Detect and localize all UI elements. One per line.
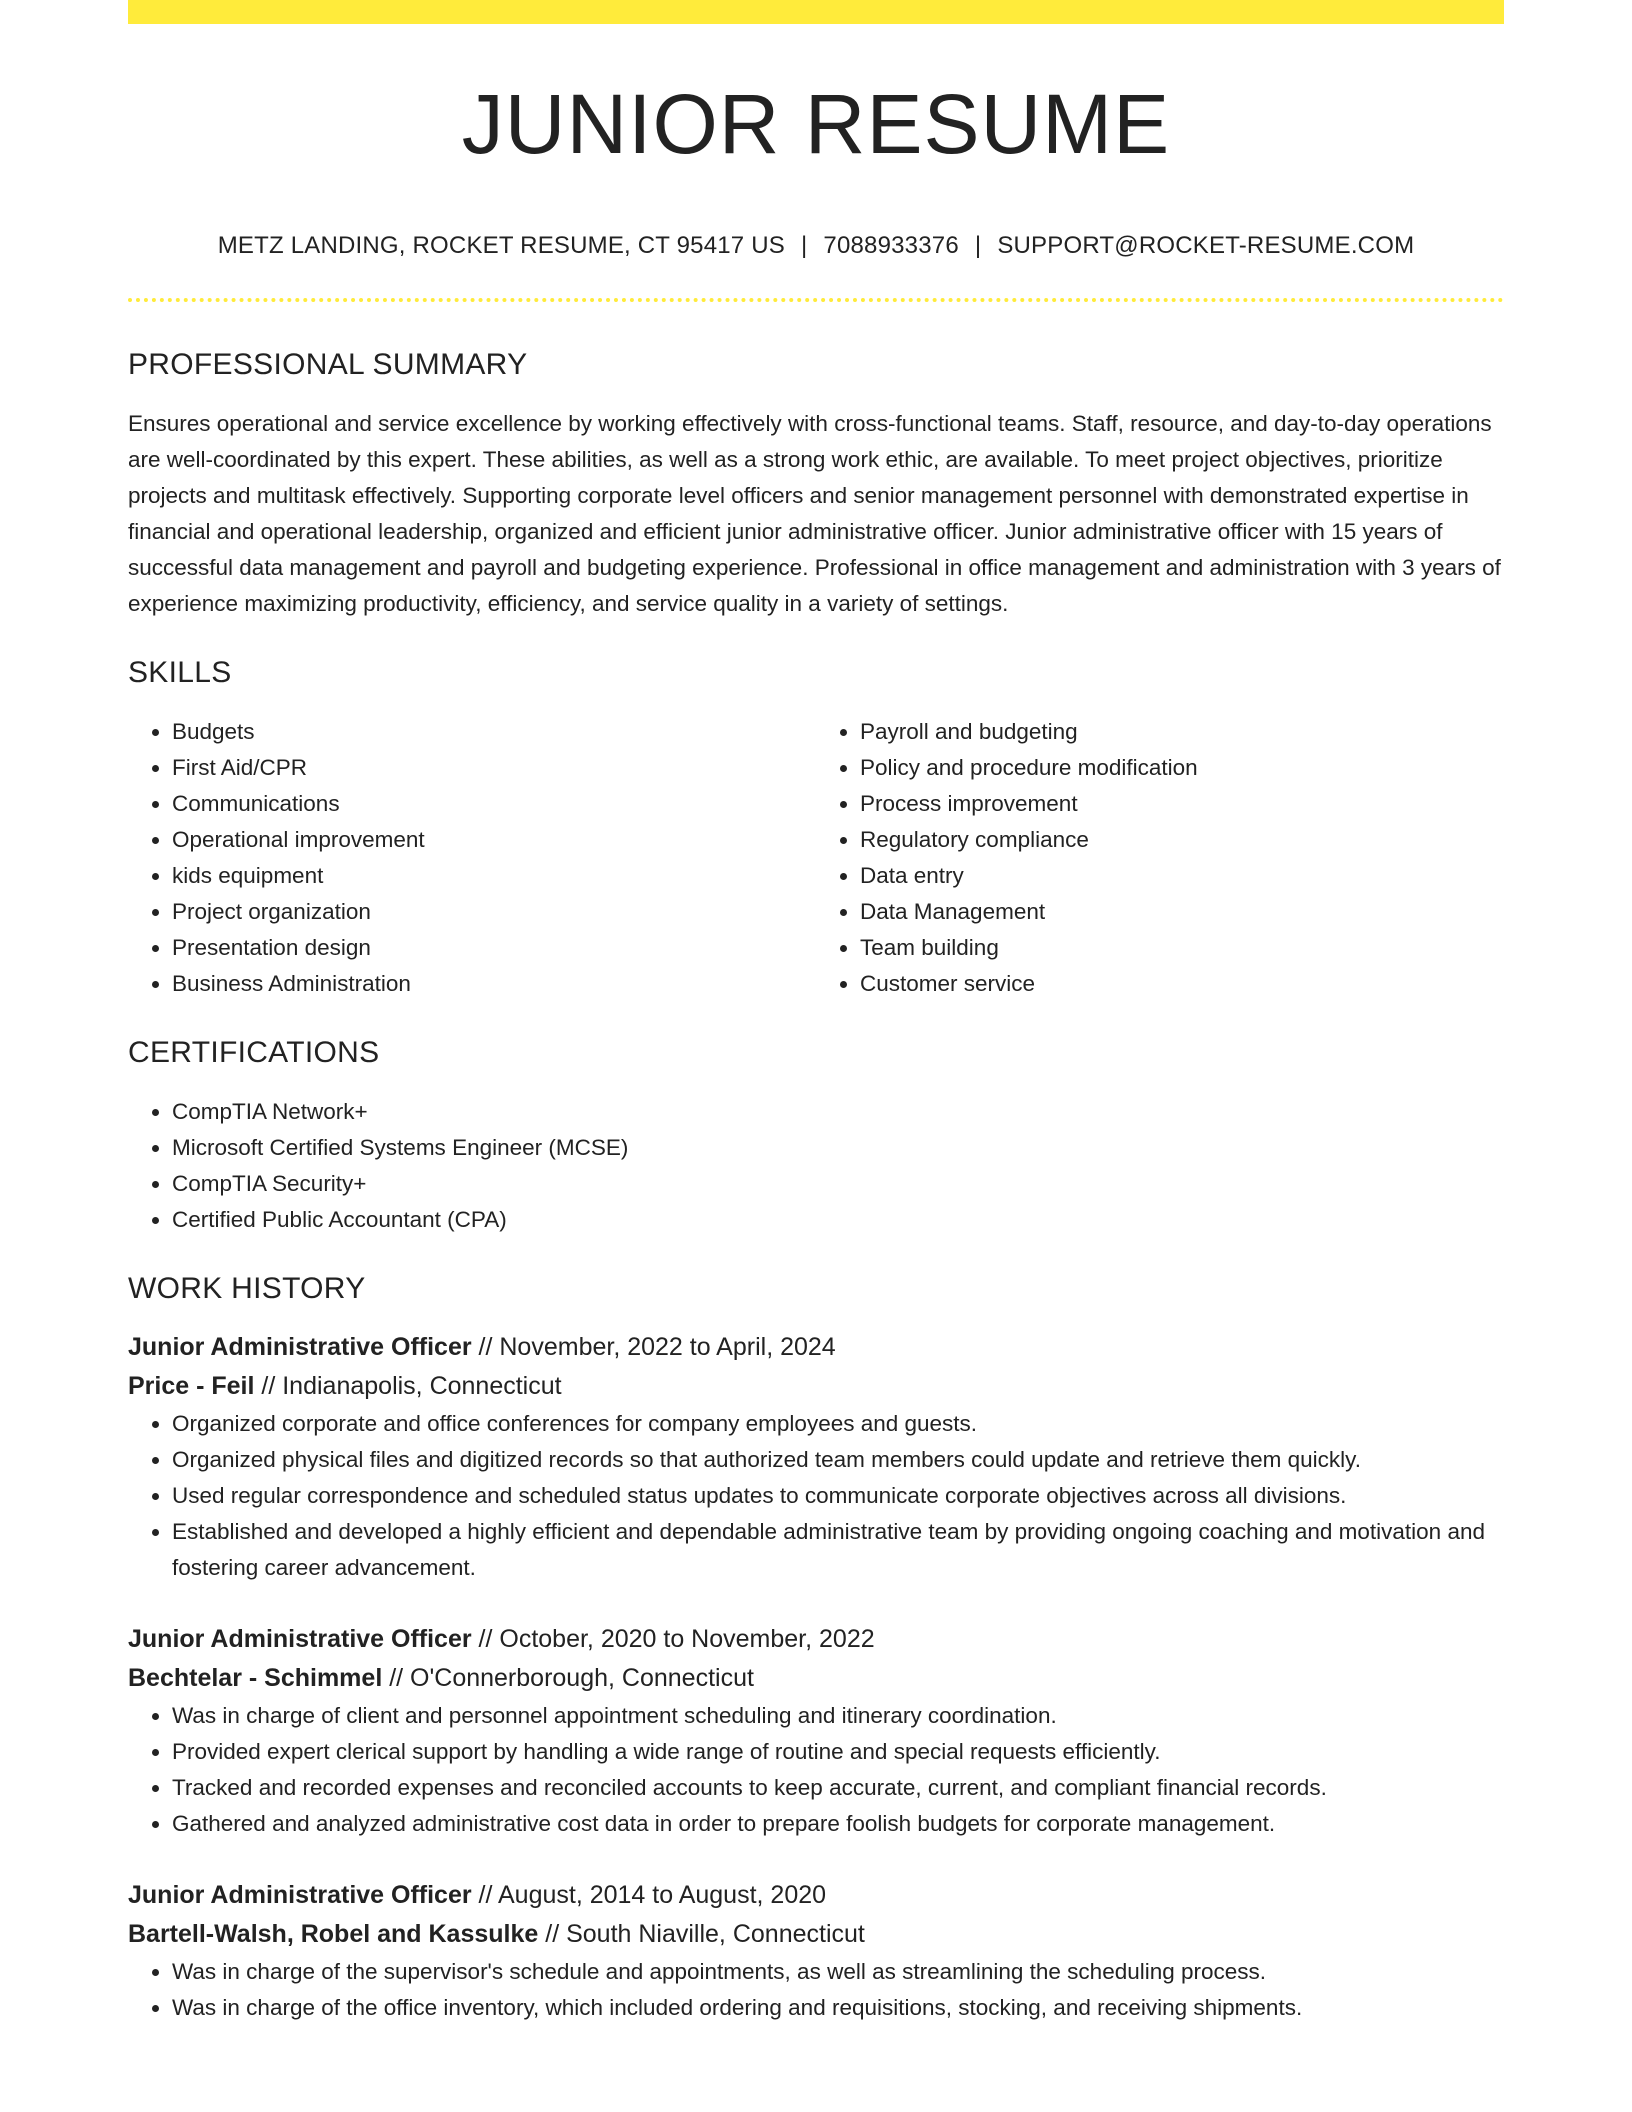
job-company: Bartell-Walsh, Robel and Kassulke bbox=[128, 1920, 539, 1948]
certification-item: • Certified Public Accountant (CPA) bbox=[172, 1202, 1504, 1238]
job-entry bbox=[128, 1876, 1504, 2026]
skill-item: • Payroll and budgeting bbox=[860, 714, 1504, 750]
job-title: Junior Administrative Officer bbox=[128, 1333, 472, 1361]
skill-item: • Communications bbox=[172, 786, 816, 822]
job-dates: // October, 2020 to November, 2022 bbox=[471, 1625, 875, 1653]
job-title-line bbox=[128, 1328, 1504, 1367]
certifications-list bbox=[128, 1094, 1504, 1238]
skill-item: • kids equipment bbox=[172, 858, 816, 894]
section-heading-skills: SKILLS bbox=[128, 656, 232, 689]
accent-top-bar bbox=[128, 0, 1504, 24]
resume-name: JUNIOR RESUME bbox=[461, 77, 1171, 171]
skill-item: • Business Administration bbox=[172, 966, 816, 1002]
job-bullet-item: • Was in charge of the office inventory, which included ordering and requisitions, stocking, and receiving shipments. bbox=[172, 1990, 1504, 2026]
summary-text: Ensures operational and service excellence by working effectively with cross-functional teams. Staff, resource, and day-to-day operations are well-coordinated by this expert. These abilities, as well as a strong work ethic, are available. To meet project objectives, prioritize projects and multitask effectively. Supporting corporate level officers and senior management personnel with demonstrated expertise in financial and operational leadership, organized and efficient junior administrative officer. Junior administrative officer with 15 years of successful data management and payroll and budgeting experience. Professional in office management and administration with 3 years of experience maximizing productivity, efficiency, and service quality in a variety of settings. bbox=[128, 411, 1501, 616]
job-bullet-item: • Provided expert clerical support by handling a wide range of routine and special requests efficiently. bbox=[172, 1734, 1504, 1770]
certification-item: • CompTIA Security+ bbox=[172, 1166, 1504, 1202]
section-heading-certifications: CERTIFICATIONS bbox=[128, 1036, 380, 1069]
contact-address: METZ LANDING, ROCKET RESUME, CT 95417 US bbox=[217, 232, 785, 259]
job-company-line bbox=[128, 1915, 1504, 1954]
skills-grid bbox=[128, 714, 1504, 1002]
work-history-section bbox=[128, 1272, 1504, 2026]
job-bullet-item: • Used regular correspondence and scheduled status updates to communicate corporate objectives across all divisions. bbox=[172, 1478, 1504, 1514]
summary-section bbox=[128, 348, 1504, 622]
job-location: // South Niaville, Connecticut bbox=[538, 1920, 865, 1948]
skill-item: • Team building bbox=[860, 930, 1504, 966]
job-title-line bbox=[128, 1876, 1504, 1915]
job-dates: // August, 2014 to August, 2020 bbox=[471, 1881, 827, 1909]
skills-list-left bbox=[128, 714, 816, 1002]
job-bullet-item: • Was in charge of the supervisor's schedule and appointments, as well as streamlining the scheduling process. bbox=[172, 1954, 1504, 1990]
job-bullet-item: • Organized physical files and digitized records so that authorized team members could update and retrieve them quickly. bbox=[172, 1442, 1504, 1478]
job-bullet-item: • Tracked and recorded expenses and reconciled accounts to keep accurate, current, and compliant financial records. bbox=[172, 1770, 1504, 1806]
job-bullets bbox=[128, 1406, 1504, 1586]
job-bullets bbox=[128, 1954, 1504, 2026]
skill-item: • Operational improvement bbox=[172, 822, 816, 858]
section-heading-work-history: WORK HISTORY bbox=[128, 1272, 366, 1305]
job-company-line bbox=[128, 1367, 1504, 1406]
job-title-line bbox=[128, 1620, 1504, 1659]
contact-phone: 7088933376 bbox=[823, 232, 959, 259]
contact-info bbox=[128, 232, 1504, 260]
skill-item: • Project organization bbox=[172, 894, 816, 930]
job-location: // O'Connerborough, Connecticut bbox=[382, 1664, 754, 1692]
job-title: Junior Administrative Officer bbox=[128, 1625, 472, 1653]
job-dates: // November, 2022 to April, 2024 bbox=[471, 1333, 836, 1361]
job-entry bbox=[128, 1328, 1504, 1586]
certification-item: • Microsoft Certified Systems Engineer (MCSE) bbox=[172, 1130, 1504, 1166]
job-bullet-item: • Established and developed a highly efficient and dependable administrative team by providing ongoing coaching and motivation and fostering career advancement. bbox=[172, 1514, 1504, 1586]
skill-item: • Policy and procedure modification bbox=[860, 750, 1504, 786]
certification-item: • CompTIA Network+ bbox=[172, 1094, 1504, 1130]
contact-email: SUPPORT@ROCKET-RESUME.COM bbox=[997, 232, 1415, 259]
jobs-container bbox=[128, 1328, 1504, 2026]
job-company: Price - Feil bbox=[128, 1372, 255, 1400]
skill-item: • Data entry bbox=[860, 858, 1504, 894]
contact-separator: | bbox=[974, 232, 982, 259]
job-bullet-item: • Organized corporate and office conferences for company employees and guests. bbox=[172, 1406, 1504, 1442]
dotted-divider bbox=[128, 298, 1504, 302]
resume-page bbox=[128, 0, 1504, 2026]
skill-item: • Budgets bbox=[172, 714, 816, 750]
job-company-line bbox=[128, 1659, 1504, 1698]
job-company: Bechtelar - Schimmel bbox=[128, 1664, 383, 1692]
contact-separator: | bbox=[800, 232, 808, 259]
skills-list-right bbox=[816, 714, 1504, 1002]
certifications-section bbox=[128, 1036, 1504, 1238]
job-title: Junior Administrative Officer bbox=[128, 1881, 472, 1909]
job-bullet-item: • Gathered and analyzed administrative cost data in order to prepare foolish budgets for corporate management. bbox=[172, 1806, 1504, 1842]
job-entry bbox=[128, 1620, 1504, 1842]
skill-item: • Data Management bbox=[860, 894, 1504, 930]
job-bullets bbox=[128, 1698, 1504, 1842]
section-heading-summary: PROFESSIONAL SUMMARY bbox=[128, 348, 528, 381]
skill-item: • First Aid/CPR bbox=[172, 750, 816, 786]
job-location: // Indianapolis, Connecticut bbox=[254, 1372, 562, 1400]
skill-item: • Customer service bbox=[860, 966, 1504, 1002]
skill-item: • Presentation design bbox=[172, 930, 816, 966]
skills-section bbox=[128, 656, 1504, 1002]
skill-item: • Regulatory compliance bbox=[860, 822, 1504, 858]
job-bullet-item: • Was in charge of client and personnel appointment scheduling and itinerary coordination. bbox=[172, 1698, 1504, 1734]
skill-item: • Process improvement bbox=[860, 786, 1504, 822]
